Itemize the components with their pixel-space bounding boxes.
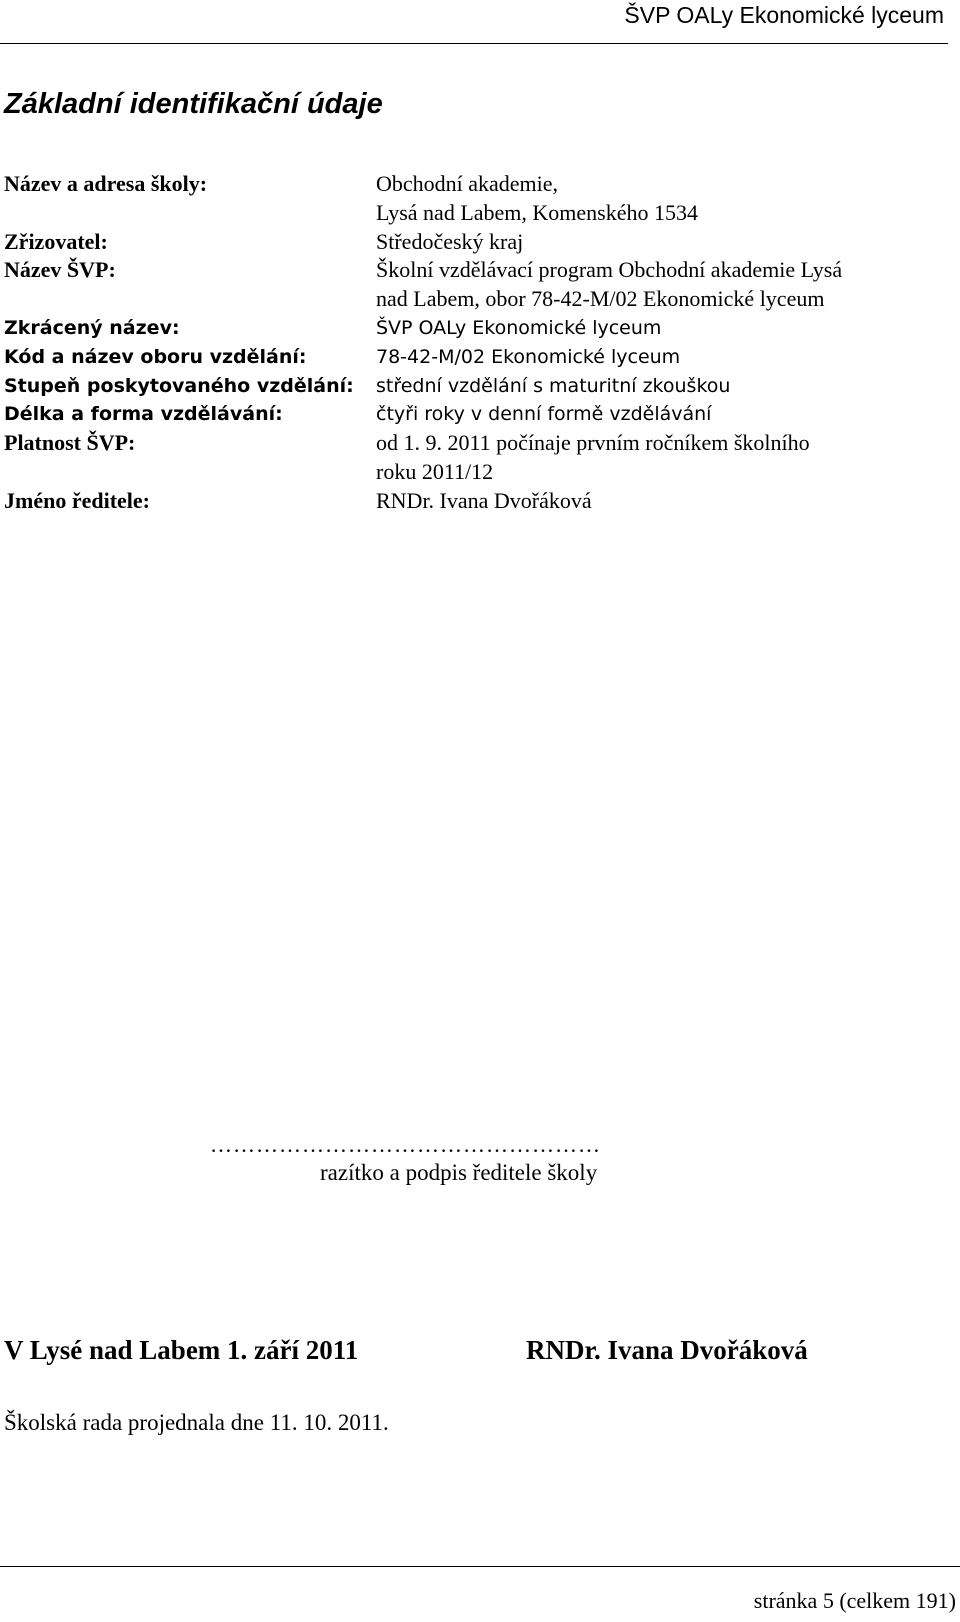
info-value bbox=[376, 343, 924, 372]
info-value-line: roku 2011/12 bbox=[376, 458, 494, 484]
info-label: Délka a forma vzdělávání: bbox=[4, 403, 283, 426]
header-divider bbox=[0, 43, 948, 44]
info-value-line: střední vzdělání s maturitní zkouškou bbox=[376, 374, 731, 397]
info-row-education-level bbox=[4, 372, 944, 401]
page-title: Základní identifikační údaje bbox=[4, 88, 383, 120]
signature-line: …………………………………………… bbox=[210, 1132, 601, 1157]
info-label: Zkrácený název: bbox=[4, 316, 180, 339]
info-row-validity bbox=[4, 429, 944, 487]
info-label: Zřizovatel: bbox=[4, 228, 108, 254]
info-value-line: 78-42-M/02 Ekonomické lyceum bbox=[376, 345, 681, 368]
info-row-program-name bbox=[4, 256, 944, 314]
info-label: Název a adresa školy: bbox=[4, 171, 208, 196]
info-value-line: od 1. 9. 2011 počínaje prvním ročníkem školního bbox=[376, 430, 810, 456]
info-value bbox=[376, 372, 924, 401]
director-name: RNDr. Ivana Dvořáková bbox=[526, 1335, 808, 1365]
info-value bbox=[376, 487, 924, 516]
info-value-line: RNDr. Ivana Dvořáková bbox=[376, 487, 592, 513]
info-value bbox=[376, 429, 924, 487]
info-value-line: Školní vzdělávací program Obchodní akademie Lysá bbox=[376, 257, 843, 283]
school-council-note: Školská rada projednala dne 11. 10. 2011. bbox=[4, 1410, 389, 1435]
info-value bbox=[376, 400, 924, 429]
info-row-field-code bbox=[4, 343, 944, 372]
info-value-line: Středočeský kraj bbox=[376, 228, 524, 254]
info-row-school-address bbox=[4, 170, 944, 228]
info-value-line: ŠVP OALy Ekonomické lyceum bbox=[376, 316, 662, 339]
place-and-date: V Lysé nad Labem 1. září 2011 bbox=[4, 1335, 359, 1365]
info-label: Jméno ředitele: bbox=[4, 487, 150, 513]
info-row-short-name bbox=[4, 314, 944, 343]
identification-table bbox=[4, 170, 944, 516]
info-label: Platnost ŠVP: bbox=[4, 430, 136, 456]
info-row-duration bbox=[4, 400, 944, 429]
info-value bbox=[376, 314, 924, 343]
info-value bbox=[376, 228, 924, 257]
info-label: Název ŠVP: bbox=[4, 257, 116, 283]
info-value-line: Obchodní akademie, bbox=[376, 171, 559, 196]
info-value-line: Lysá nad Labem, Komenského 1534 bbox=[376, 199, 698, 225]
info-row-director bbox=[4, 487, 944, 516]
info-value bbox=[376, 170, 924, 228]
footer-divider bbox=[0, 1566, 960, 1567]
info-label: Stupeň poskytovaného vzdělání: bbox=[4, 374, 354, 397]
info-value bbox=[376, 256, 924, 314]
signature-caption: razítko a podpis ředitele školy bbox=[320, 1160, 598, 1185]
info-row-founder bbox=[4, 228, 944, 257]
info-value-line: nad Labem, obor 78-42-M/02 Ekonomické lyceum bbox=[376, 286, 825, 312]
page-number: stránka 5 (celkem 191) bbox=[753, 1588, 956, 1613]
info-value-line: čtyři roky v denní formě vzdělávání bbox=[376, 403, 712, 426]
info-label: Kód a název oboru vzdělání: bbox=[4, 345, 307, 368]
running-header-title: ŠVP OALy Ekonomické lyceum bbox=[624, 2, 944, 28]
